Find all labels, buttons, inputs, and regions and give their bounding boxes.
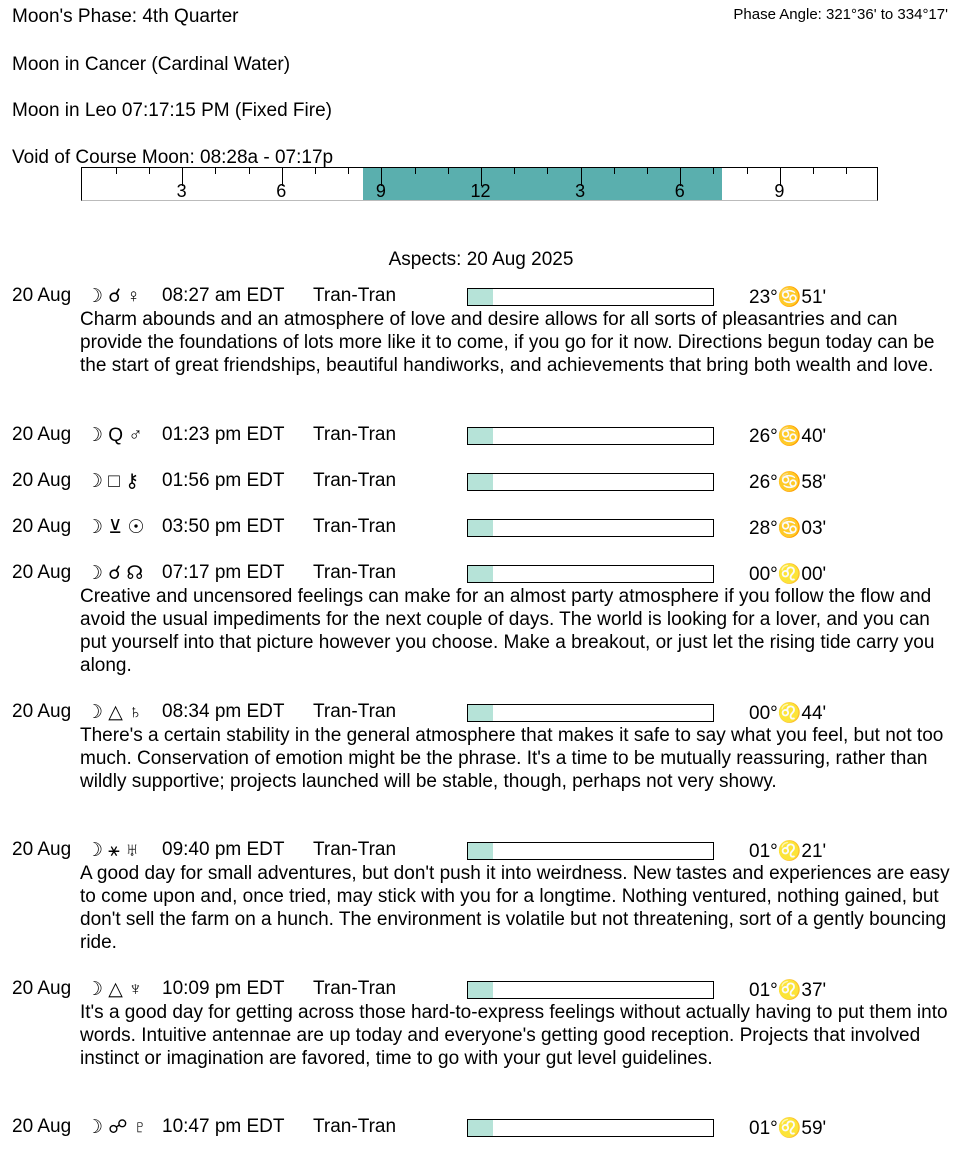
phase-angle: Phase Angle: 321°36' to 334°17' [733,6,948,23]
aspect-strength-fill [468,520,493,536]
aspect-entry [0,562,968,677]
aspect-glyphs-icon: ☽ △ ♄ [86,702,143,723]
aspect-strength-fill [468,566,493,582]
timeline-tick [547,168,548,174]
aspect-time: 03:50 pm EDT [162,516,285,537]
timeline-tick [514,168,515,174]
aspects-title: Aspects: 20 Aug 2025 [388,249,574,270]
aspect-strength-bar [467,981,714,999]
aspect-entry [0,516,968,538]
aspect-time: 08:27 am EDT [162,285,285,306]
timeline-tick [846,168,847,174]
aspect-glyphs-icon: ☽ ⊻ ☉ [86,517,145,538]
aspect-time: 10:47 pm EDT [162,1116,285,1137]
aspect-glyphs-icon: ☽ ☍ ♇ [86,1117,148,1138]
aspect-strength-bar [467,1119,714,1137]
aspect-entry [0,424,968,446]
aspect-type: Tran-Tran [313,839,397,860]
moon-phase: Moon's Phase: 4th Quarter [12,6,239,27]
aspect-position: 00°♌44' [749,703,827,724]
aspect-position: 00°♌00' [749,564,827,585]
aspect-position: 01°♌59' [749,1118,827,1139]
aspect-date: 20 Aug [12,978,72,999]
aspect-entry [0,701,968,793]
aspect-strength-bar [467,427,714,445]
aspect-strength-fill [468,1120,493,1136]
aspect-type: Tran-Tran [313,701,397,722]
aspect-row [0,424,968,446]
aspect-description: Charm abounds and an atmosphere of love and desire allows for all sorts of pleasantries and can provide the foundations of lots more like it to come, if you go for it now. Directions begun today can be the start of great friendships, beautiful handiworks, and achievements that bring both wealth and love. [80,309,935,376]
moon-ingress: Moon in Leo 07:17:15 PM (Fixed Fire) [12,100,332,121]
aspect-date: 20 Aug [12,516,72,537]
aspect-type: Tran-Tran [313,285,397,306]
aspect-time: 01:23 pm EDT [162,424,285,445]
void-of-course: Void of Course Moon: 08:28a - 07:17p [12,147,334,168]
aspect-date: 20 Aug [12,562,72,583]
aspect-position: 23°♋51' [749,287,827,308]
aspect-glyphs-icon: ☽ △ ♆ [86,979,143,1000]
aspect-date: 20 Aug [12,1116,72,1137]
timeline-hour-label: 3 [575,181,586,201]
aspect-row [0,516,968,538]
aspect-strength-bar [467,565,714,583]
aspect-strength-fill [468,474,493,490]
aspect-glyphs-icon: ☽ ☌ ♀ [86,286,141,307]
aspect-position: 01°♌37' [749,980,827,1001]
timeline-tick [713,168,714,174]
timeline-tick [647,168,648,174]
aspect-type: Tran-Tran [313,424,397,445]
aspect-entry [0,978,968,1070]
aspect-date: 20 Aug [12,470,72,491]
aspect-time: 08:34 pm EDT [162,701,285,722]
aspect-description: It's a good day for getting across those hard-to-express feelings without actually having to put them into words. Intuitive antennae are up today and everyone's getting good reception. Projects that involved instinct or imagination are favored, time to go with your gut level guidelines. [80,1002,948,1069]
timeline-hour-label: 6 [674,181,685,201]
timeline-tick [448,168,449,174]
aspect-position: 28°♋03' [749,518,827,539]
aspect-strength-bar [467,519,714,537]
aspect-strength-fill [468,705,493,721]
timeline-hour-label: 6 [276,181,287,201]
aspect-type: Tran-Tran [313,516,397,537]
aspect-strength-bar [467,473,714,491]
aspect-row [0,839,968,861]
timeline-tick [747,168,748,174]
aspect-entry [0,285,968,377]
aspect-position: 01°♌21' [749,841,827,862]
timeline-tick [614,168,615,174]
aspect-glyphs-icon: ☽ ⚹ ♅ [86,840,140,861]
aspect-type: Tran-Tran [313,562,397,583]
timeline-tick [116,168,117,174]
timeline-hour-label: 9 [774,181,785,201]
aspect-type: Tran-Tran [313,470,397,491]
aspect-row [0,978,968,1000]
aspect-time: 01:56 pm EDT [162,470,285,491]
aspect-date: 20 Aug [12,285,72,306]
aspect-glyphs-icon: ☽ □ ⚷ [86,471,139,492]
timeline-tick [149,168,150,174]
aspect-entry [0,1116,968,1138]
aspect-strength-bar [467,842,714,860]
aspect-description: A good day for small adventures, but don't push it into weirdness. New tastes and experiences are easy to come upon and, once tried, may stick with you for a longtime. Nothing ventured, nothing gained, but don't sell the farm on a hunch. The environment is volatile but not threatening, sort of a gently bouncing ride. [80,863,950,953]
timeline-hour-label: 9 [375,181,386,201]
aspect-time: 07:17 pm EDT [162,562,285,583]
aspect-row [0,470,968,492]
aspect-strength-bar [467,288,714,306]
aspect-glyphs-icon: ☽ Q ♂ [86,425,143,446]
aspect-row [0,1116,968,1138]
moon-sign: Moon in Cancer (Cardinal Water) [12,54,291,75]
timeline-tick [415,168,416,174]
void-timeline [81,167,878,201]
timeline-tick [249,168,250,174]
aspect-strength-bar [467,704,714,722]
aspect-strength-fill [468,982,493,998]
aspect-strength-fill [468,289,493,305]
timeline-tick [348,168,349,174]
aspect-row [0,285,968,307]
timeline-tick [813,168,814,174]
aspect-description: Creative and uncensored feelings can make for an almost party atmosphere if you follow the flow and avoid the usual impediments for the next couple of days. The world is looking for a lover, and you can put yourself into that picture however you choose. Make a breakout, or just let the rising tide carry you along. [80,586,935,676]
aspect-position: 26°♋40' [749,426,827,447]
aspect-date: 20 Aug [12,839,72,860]
timeline-tick [215,168,216,174]
aspect-strength-fill [468,843,493,859]
aspect-date: 20 Aug [12,424,72,445]
aspect-row [0,701,968,723]
aspect-time: 09:40 pm EDT [162,839,285,860]
aspect-row [0,562,968,584]
aspect-entry [0,470,968,492]
aspect-type: Tran-Tran [313,1116,397,1137]
aspect-date: 20 Aug [12,701,72,722]
aspect-position: 26°♋58' [749,472,827,493]
timeline-hour-label: 3 [176,181,187,201]
aspect-time: 10:09 pm EDT [162,978,285,999]
aspect-type: Tran-Tran [313,978,397,999]
void-period-fill [363,168,722,200]
timeline-hour-label: 12 [470,181,491,201]
aspect-description: There's a certain stability in the general atmosphere that makes it safe to say what you feel, but not too much. Conservation of emotion might be the phrase. It's a time to be mutually reassuring, rather than wildly supportive; projects launched will be stable, though, perhaps not very showy. [80,725,944,792]
timeline-tick [315,168,316,174]
aspect-strength-fill [468,428,493,444]
aspect-glyphs-icon: ☽ ☌ ☊ [86,563,144,584]
aspect-entry [0,839,968,954]
